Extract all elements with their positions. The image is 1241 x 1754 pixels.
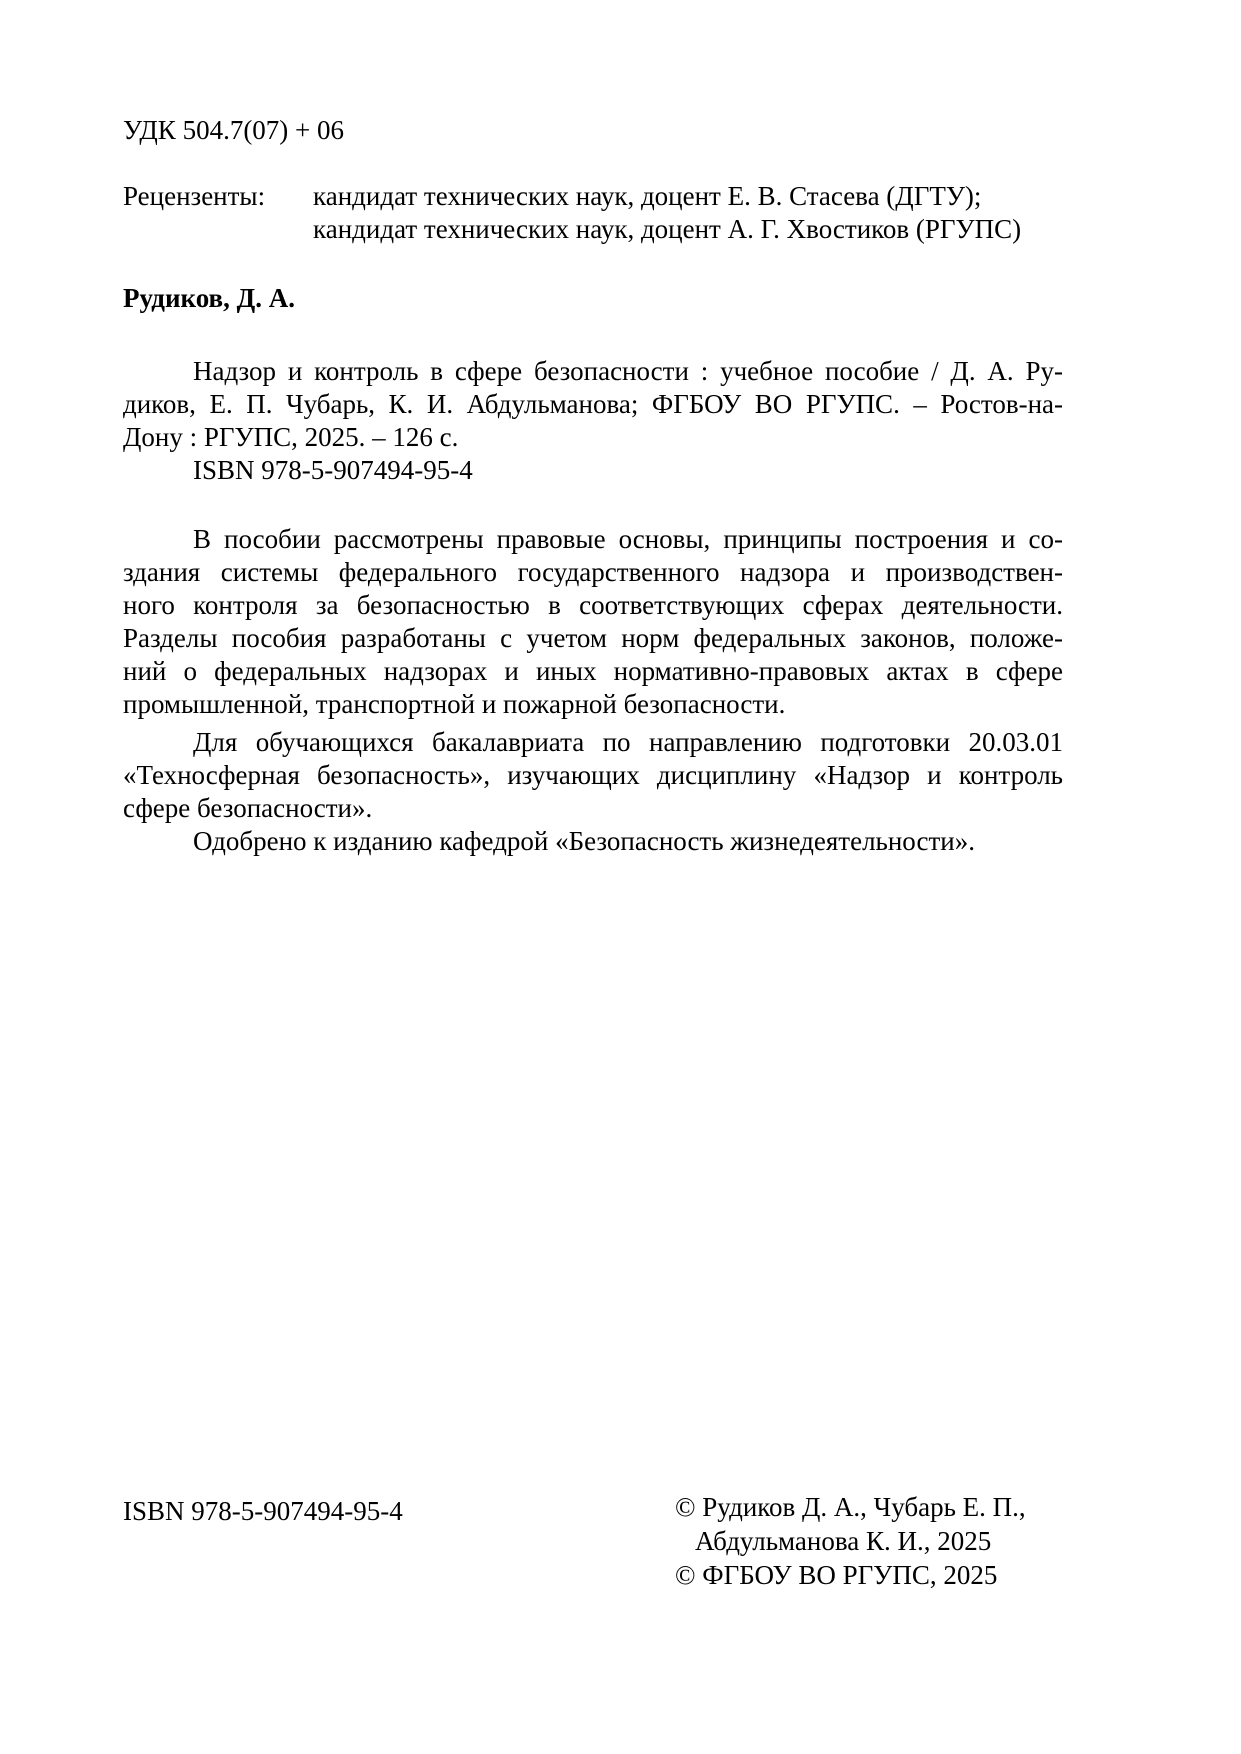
text-line: ного контроля за безопасностью в соответствующих сферах деятельности. — [123, 590, 1063, 620]
text-line: «Техносферная безопасность», изучающих дисциплину «Надзор и контроль — [123, 760, 1063, 790]
text-line: сфере безопасности». — [123, 793, 373, 823]
copyright-block — [675, 1490, 1095, 1592]
text-line: Для обучающихся бакалавриата по направлению подготовки 20.03.01 — [193, 727, 1063, 757]
udc-line: УДК 504.7(07) + 06 — [123, 115, 345, 145]
annotation-paragraph-3 — [123, 825, 1063, 858]
text-line: кандидат технических наук, доцент Е. В. Стасева (ДГТУ); — [313, 181, 982, 211]
text-line: Дону : РГУПС, 2025. – 126 с. — [123, 422, 459, 452]
text-line: Разделы пособия разработаны с учетом норм федеральных законов, положе- — [123, 623, 1063, 653]
annotation-paragraph-1 — [123, 523, 1063, 721]
text-line: © ФГБОУ ВО РГУПС, 2025 — [675, 1560, 998, 1590]
text-line: © Рудиков Д. А., Чубарь Е. П., — [675, 1492, 1026, 1522]
text-line: ISBN 978-5-907494-95-4 — [193, 455, 473, 485]
bibliographic-record — [123, 355, 1063, 487]
text-line: Одобрено к изданию кафедрой «Безопасность жизнедеятельности». — [193, 826, 975, 856]
text-line: здания системы федерального государственного надзора и производствен- — [123, 557, 1063, 587]
reviewers-label: Рецензенты: — [123, 181, 266, 211]
author-heading: Рудиков, Д. А. — [123, 283, 295, 313]
text-line: диков, Е. П. Чубарь, К. И. Абдульманова; ФГБОУ ВО РГУПС. – Ростов-на- — [123, 389, 1063, 419]
text-line: Абдульманова К. И., 2025 — [695, 1526, 992, 1556]
footer-isbn: ISBN 978-5-907494-95-4 — [123, 1496, 403, 1526]
reviewers-list — [313, 180, 1073, 246]
text-line: промышленной, транспортной и пожарной безопасности. — [123, 689, 786, 719]
annotation-paragraph-2 — [123, 726, 1063, 825]
text-line: кандидат технических наук, доцент А. Г. Хвостиков (РГУПС) — [313, 214, 1022, 244]
text-line: ний о федеральных надзорах и иных нормативно-правовых актах в сфере — [123, 656, 1063, 686]
text-line: Надзор и контроль в сфере безопасности : учебное пособие / Д. А. Ру- — [193, 356, 1063, 386]
text-line: В пособии рассмотрены правовые основы, принципы построения и со- — [193, 524, 1063, 554]
